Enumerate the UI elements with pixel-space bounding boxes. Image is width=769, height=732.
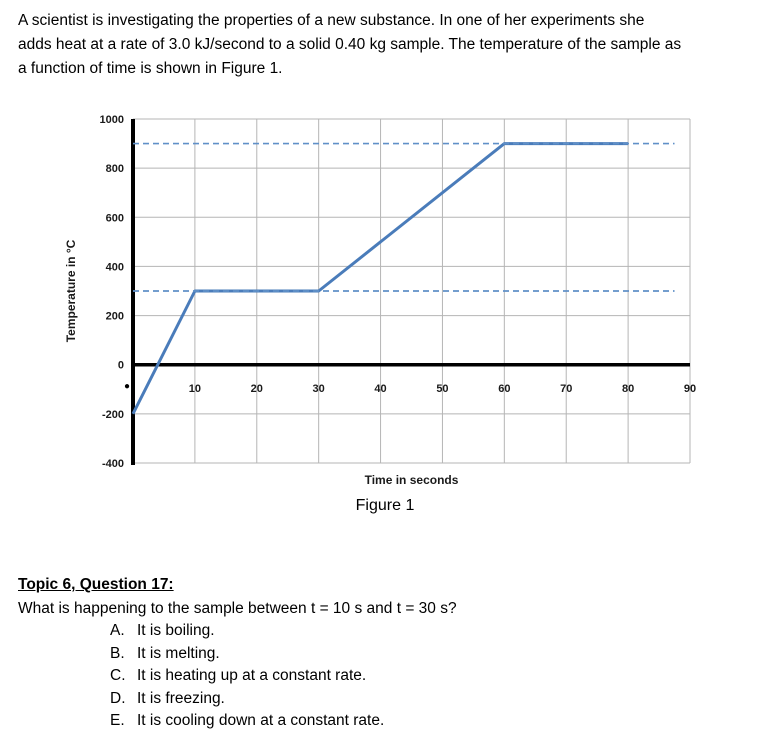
- answer-options: [110, 620, 760, 732]
- svg-text:20: 20: [250, 383, 263, 395]
- svg-text:800: 800: [105, 163, 124, 176]
- option-text: It is heating up at a constant rate.: [137, 667, 367, 684]
- intro-line: adds heat at a rate of 3.0 kJ/second to a solid 0.40 kg sample. The temperature of the sample as: [18, 36, 682, 53]
- answer-option-d: [110, 688, 760, 711]
- svg-text:50: 50: [436, 383, 449, 395]
- svg-text:60: 60: [498, 383, 511, 395]
- intro-paragraph: [18, 9, 760, 81]
- answer-option-a: [110, 620, 760, 643]
- option-letter: D.: [110, 689, 126, 707]
- svg-text:-200: -200: [101, 408, 124, 421]
- intro-line: a function of time is shown in Figure 1.: [18, 60, 283, 77]
- svg-text:40: 40: [374, 383, 387, 395]
- svg-text:Temperature in °C: Temperature in °C: [64, 239, 78, 343]
- question-topic: Topic 6, Question 17:: [18, 576, 174, 593]
- option-letter: A.: [110, 622, 125, 639]
- option-letter: C.: [110, 667, 126, 684]
- svg-text:70: 70: [560, 383, 573, 395]
- question-block: [18, 574, 760, 732]
- option-text: It is cooling down at a constant rate.: [137, 712, 385, 729]
- intro-line: A scientist is investigating the properties of a new substance. In one of her experiments she: [18, 12, 645, 29]
- figure-caption: Figure 1: [355, 497, 415, 514]
- svg-text:200: 200: [105, 310, 124, 323]
- option-letter: E.: [110, 712, 125, 729]
- question-prompt: What is happening to the sample between t = 10 s and t = 30 s?: [18, 599, 457, 617]
- svg-text:90: 90: [683, 383, 697, 395]
- svg-text:30: 30: [312, 383, 325, 395]
- option-text: It is boiling.: [137, 622, 215, 639]
- svg-text:-400: -400: [101, 458, 124, 470]
- svg-text:●: ●: [123, 381, 131, 392]
- svg-text:1000: 1000: [99, 114, 124, 126]
- option-text: It is melting.: [137, 644, 220, 662]
- svg-text:80: 80: [621, 383, 635, 395]
- answer-option-e: [110, 710, 760, 732]
- option-text: It is freezing.: [137, 689, 225, 707]
- answer-option-b: [110, 643, 760, 666]
- svg-text:Time in seconds: Time in seconds: [364, 473, 459, 487]
- svg-text:400: 400: [105, 261, 124, 274]
- svg-text:0: 0: [117, 359, 124, 372]
- svg-text:10: 10: [188, 383, 202, 395]
- option-letter: B.: [110, 644, 125, 662]
- svg-text:600: 600: [105, 212, 124, 225]
- temperature-time-chart: [60, 103, 710, 503]
- answer-option-c: [110, 665, 760, 688]
